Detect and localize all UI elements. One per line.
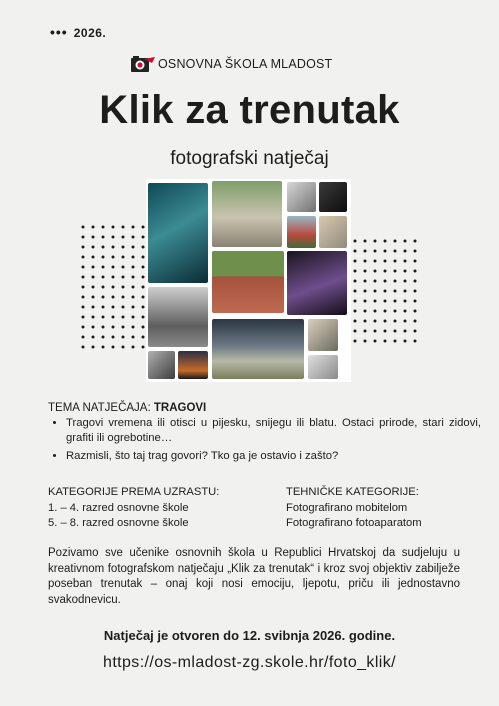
photo-bicycle-detail bbox=[287, 182, 316, 212]
photo-shell-sand bbox=[319, 216, 347, 248]
camera-logo-icon bbox=[130, 54, 156, 74]
year-label: 2026. bbox=[73, 26, 107, 40]
tech-category-item: Fotografirano fotoaparatom bbox=[286, 517, 422, 529]
theme-value: TRAGOVI bbox=[153, 402, 207, 414]
dot-pattern-right bbox=[352, 238, 418, 348]
age-category-item: 5. – 8. razred osnovne škole bbox=[48, 517, 189, 529]
photo-collage bbox=[146, 179, 351, 382]
theme-bullets bbox=[50, 416, 481, 467]
header-year bbox=[50, 24, 106, 40]
tech-categories bbox=[286, 485, 422, 532]
photo-underwater-plants bbox=[148, 183, 208, 283]
photo-grass-sunset bbox=[212, 319, 304, 379]
photo-sunset-silhouette bbox=[178, 351, 208, 379]
photo-dark-still bbox=[319, 182, 347, 212]
age-categories-heading: KATEGORIJE PREMA UZRASTU: bbox=[48, 486, 220, 498]
theme-bullet: • Tragovi vremena ili otisci u pijesku, snijegu ili blatu. Ostaci prirode, stari zidovi, grafiti ili ogrebotine… bbox=[66, 416, 481, 446]
dot-pattern-left bbox=[80, 224, 146, 354]
invitation-text: Pozivamo sve učenike osnovnih škola u Republici Hrvatskoj da sudjeluju u kreativnom fotografskom natječaju „Klik za trenutak“ i kroz svoj objektiv zabilježe poseban trenutak – onaj koji nosi emociju, ljepotu, priču ili jednostavno svakodnevicu. bbox=[48, 547, 460, 606]
decorative-dots: ••• bbox=[50, 24, 68, 40]
deadline-text: Natječaj je otvoren do 12. svibnja 2026. godine. bbox=[103, 628, 396, 643]
theme-line bbox=[48, 402, 206, 414]
photo-building-red bbox=[287, 216, 316, 248]
photo-purple-light bbox=[287, 251, 347, 315]
photo-ruins bbox=[308, 319, 338, 351]
theme-bullet: • Razmisli, što taj trag govori? Tko ga je ostavio i zašto? bbox=[66, 449, 481, 464]
tech-category-item: Fotografirano mobitelom bbox=[286, 501, 408, 514]
school-name: OSNOVNA ŠKOLA MLADOST bbox=[158, 57, 333, 71]
poster-subtitle: fotografski natječaj bbox=[170, 148, 329, 169]
tech-categories-heading: TEHNIČKE KATEGORIJE: bbox=[286, 486, 419, 498]
age-category-item: 1. – 4. razred osnovne škole bbox=[48, 501, 189, 514]
contest-url-link[interactable]: https://os-mladost-zg.skole.hr/foto_klik/ bbox=[103, 654, 396, 671]
age-categories bbox=[48, 485, 219, 532]
poster-title: Klik za trenutak bbox=[99, 88, 400, 132]
theme-label: TEMA NATJEČAJA: bbox=[48, 402, 154, 414]
photo-children-bikes bbox=[212, 181, 282, 247]
photo-running-track bbox=[212, 251, 284, 313]
photo-stone-texture bbox=[308, 355, 338, 379]
photo-bw-people bbox=[148, 351, 175, 379]
photo-cathedral bbox=[148, 287, 208, 347]
school-logo-line bbox=[130, 52, 332, 76]
